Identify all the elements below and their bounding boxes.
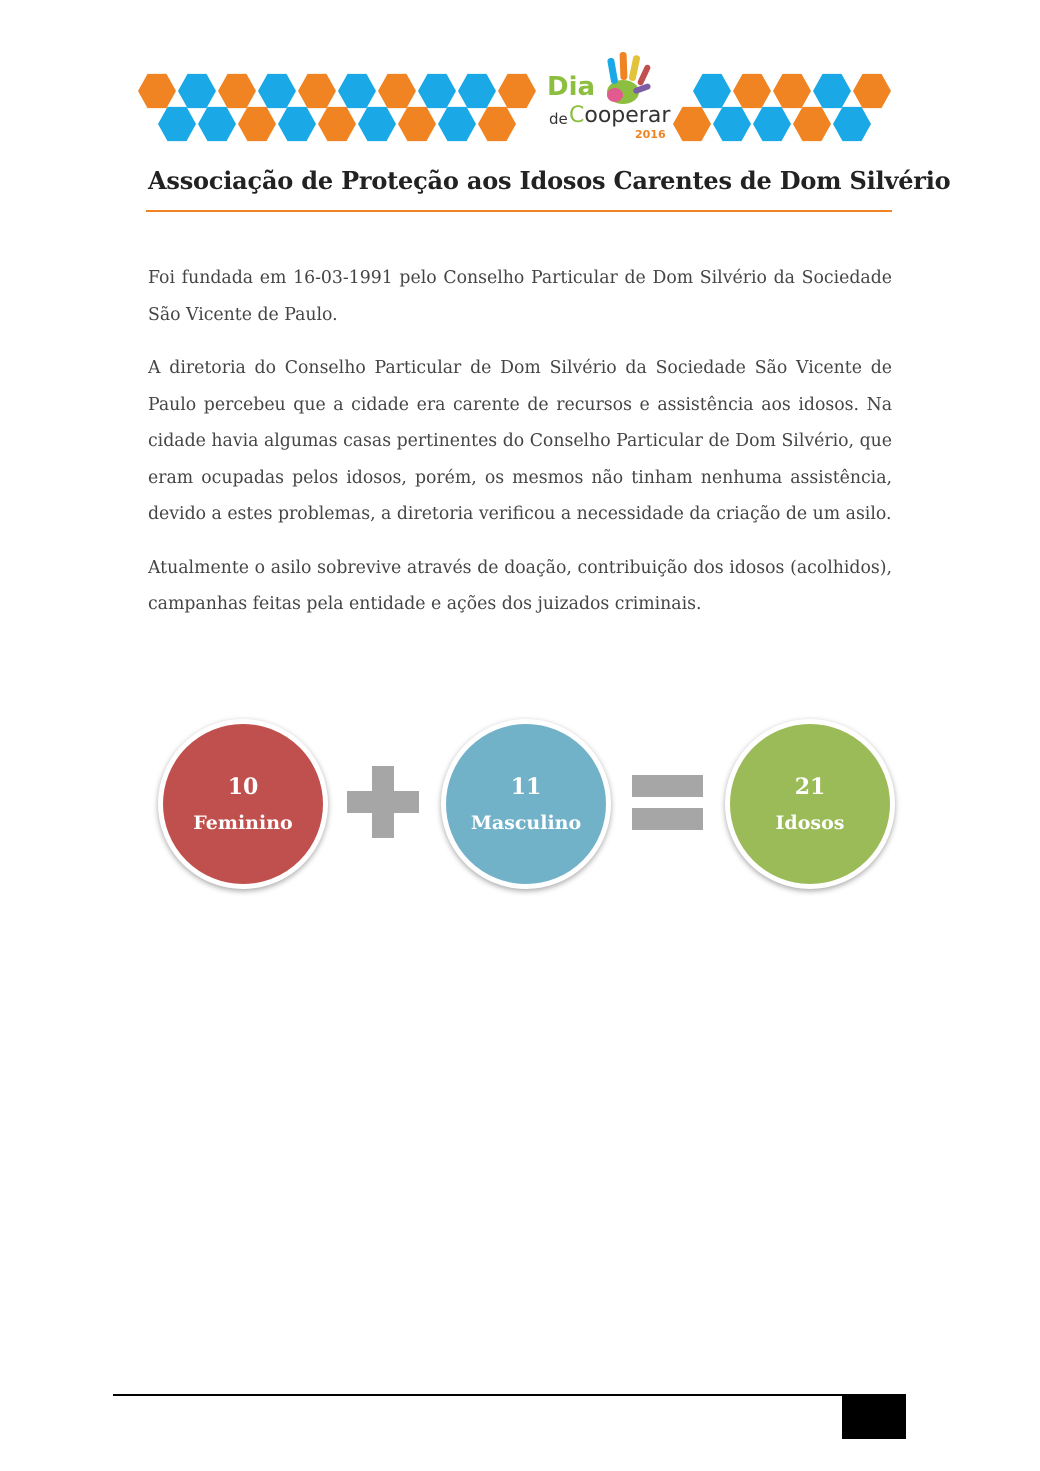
hexagon [278,105,316,143]
footer-rule [113,1394,906,1396]
hexagon [258,72,296,110]
hexagon [713,105,751,143]
equals-icon [632,775,703,797]
hexagon [158,105,196,143]
logo-c-letter: C [569,103,585,128]
hexagon [498,72,536,110]
title-underline [146,210,892,212]
stat-value: 21 [794,774,826,800]
hexagon [853,72,891,110]
hexagon [458,72,496,110]
equals-icon [632,808,703,830]
body-text [148,260,892,640]
logo-cooperar-text [569,103,670,128]
stat-label: Masculino [470,812,582,834]
hexagon [338,72,376,110]
hexagon [693,72,731,110]
logo-dia-text: Dia [547,72,596,102]
hexagon [218,72,256,110]
hexagon [753,105,791,143]
hexagon [178,72,216,110]
page-title: Associação de Proteção aos Idosos Carentes de Dom Silvério [148,166,951,195]
paragraph: Atualmente o asilo sobrevive através de doação, contribuição dos idosos (acolhidos), campanhas feitas pela entidade e ações dos juizados criminais. [148,557,892,614]
plus-icon [347,791,419,813]
hexagon [813,72,851,110]
logo-de-text: de [549,110,568,128]
hexagon [238,105,276,143]
stat-circle-feminino [158,719,328,889]
hexagon [733,72,771,110]
hexagon [773,72,811,110]
stat-circle-total [725,719,895,889]
header-banner [138,50,893,145]
logo-ooperar: ooperar [584,103,671,128]
hexagon [398,105,436,143]
paragraph: A diretoria do Conselho Particular de Dom Silvério da Sociedade São Vicente de Paulo percebeu que a cidade era carente de recursos e assistência aos idosos. Na cidade havia algumas casas pertinentes do Conselho Particular de Dom Silvério, que eram ocupadas pelos idosos, porém, os mesmos não tinham nenhuma assistência, devido a estes problemas, a diretoria verificou a necessidade da criação de um asilo. [148,358,892,524]
hexagon [478,105,516,143]
stat-circle-masculino [441,719,611,889]
hexagon [298,72,336,110]
hexagon [673,105,711,143]
hexagon [358,105,396,143]
dia-de-cooperar-logo [543,50,673,145]
hexagon [198,105,236,143]
logo-year: 2016 [635,128,666,141]
hexagon [418,72,456,110]
hexagon [138,72,176,110]
stat-value: 10 [227,774,259,800]
page-number-box [842,1396,906,1439]
stat-label: Idosos [775,812,845,834]
hexagon [793,105,831,143]
hexagon [833,105,871,143]
hand-icon [603,50,668,110]
stat-label: Feminino [193,812,293,834]
hexagon [378,72,416,110]
hexagon [318,105,356,143]
hexagon [438,105,476,143]
stat-value: 11 [510,774,542,800]
paragraph: Foi fundada em 16-03-1991 pelo Conselho Particular de Dom Silvério da Sociedade São Vicente de Paulo. [148,268,892,325]
